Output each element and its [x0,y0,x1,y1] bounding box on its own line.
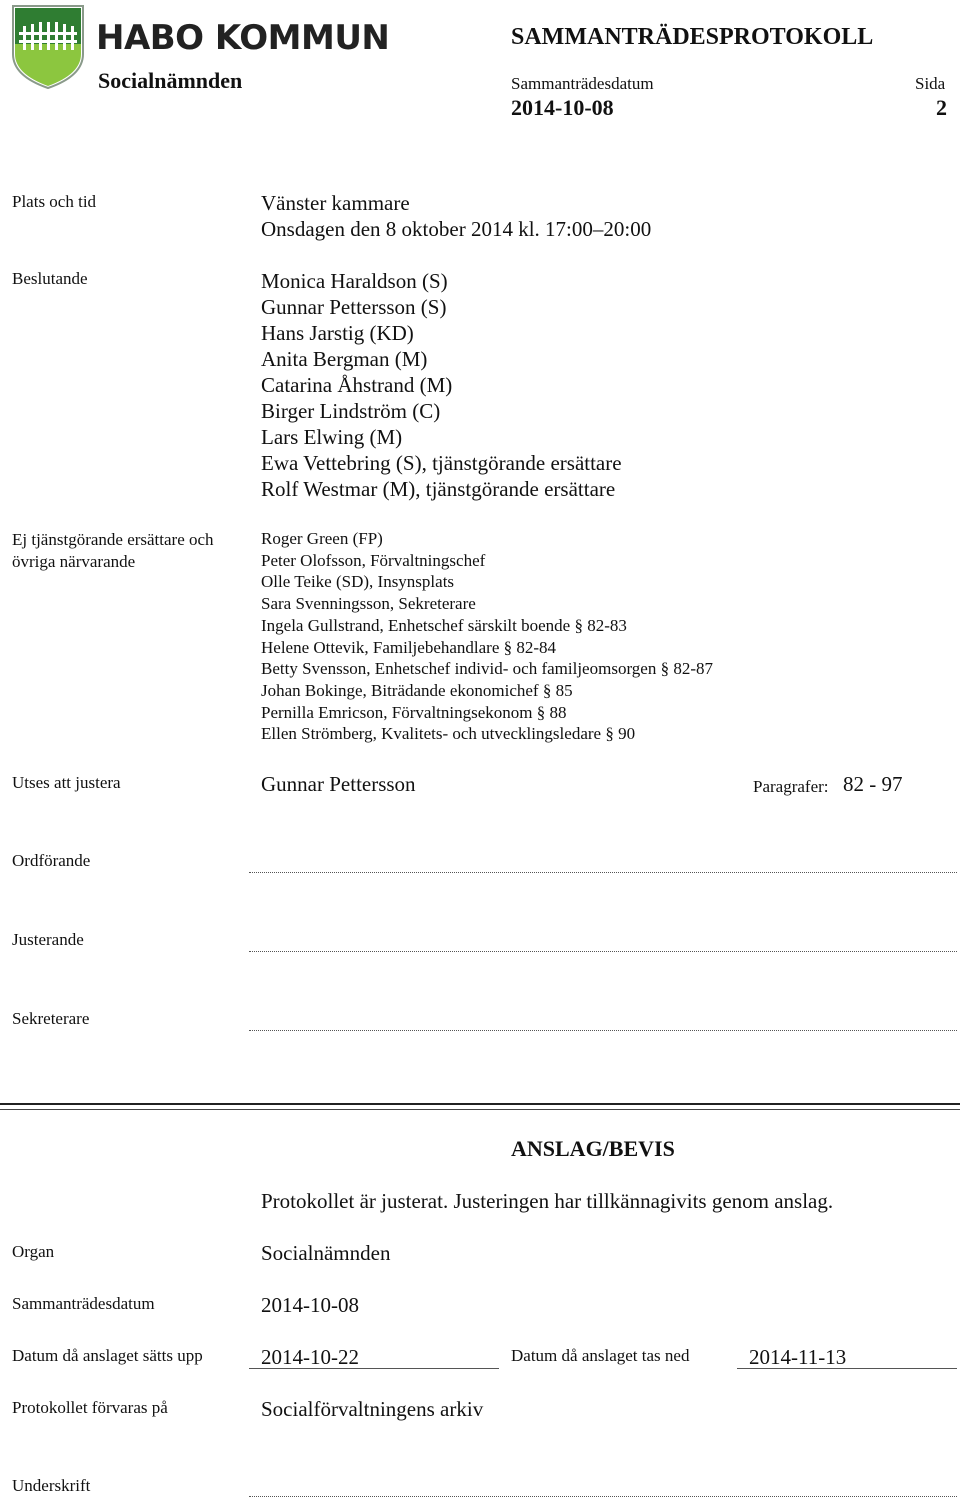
committee-name: Socialnämnden [98,68,243,93]
others-label [12,529,214,573]
paragraphs-label: Paragrafer: [753,777,829,796]
notice-statement: Protokollet är justerat. Justeringen har tillkännagivits genom anslag. [261,1189,834,1213]
organ-label: Organ [12,1242,55,1261]
chair-label: Ordförande [12,851,91,870]
adjuster-value: Gunnar Pettersson [261,772,416,796]
secretary-signature-line[interactable] [249,1030,957,1031]
others-label-line: övriga närvarande [12,552,136,571]
list-item: Ellen Strömberg, Kvalitets- och utvecklingsledare § 90 [261,724,636,744]
notice-date-value: 2014-10-08 [261,1293,359,1317]
habo-kommun-logo-icon [11,4,85,90]
list-item: Betty Svensson, Enhetschef individ- och familjeomsorgen § 82-87 [261,659,714,679]
adjusting-label: Justerande [12,930,84,949]
list-item: Anita Bergman (M) [261,347,428,371]
removed-date-label: Datum då anslaget tas ned [511,1346,690,1365]
place-value: Vänster kammare [261,191,410,215]
list-item: Hans Jarstig (KD) [261,321,414,345]
header-date-label: Sammanträdesdatum [511,74,654,93]
list-item: Ewa Vettebring (S), tjänstgörande ersättare [261,451,622,475]
list-item: Catarina Åhstrand (M) [261,373,453,397]
secretary-label: Sekreterare [12,1009,90,1028]
posted-date-underline [249,1368,499,1369]
list-item: Rolf Westmar (M), tjänstgörande ersättare [261,477,616,501]
adjuster-label: Utses att justera [12,773,121,792]
place-time-label: Plats och tid [12,192,97,211]
list-item: Peter Olofsson, Förvaltningschef [261,550,486,570]
adjusting-signature-line[interactable] [249,951,957,952]
list-item: Monica Haraldson (S) [261,269,448,293]
list-item: Helene Ottevik, Familjebehandlare § 82-84 [261,637,557,657]
archive-label: Protokollet förvaras på [12,1398,168,1417]
section-divider [0,1103,960,1105]
municipality-name: HABO KOMMUN [96,18,390,58]
header-page-label: Sida [915,74,946,93]
list-item: Olle Teike (SD), Insynsplats [261,572,455,592]
organ-value: Socialnämnden [261,1241,391,1265]
signature-label: Underskrift [12,1476,91,1495]
list-item: Birger Lindström (C) [261,399,441,423]
header-page-value: 2 [936,95,947,120]
list-item: Sara Svenningsson, Sekreterare [261,594,476,614]
removed-date-underline [737,1368,957,1369]
section-divider-thin [0,1109,960,1110]
chair-signature-line[interactable] [249,872,957,873]
list-item: Ingela Gullstrand, Enhetschef särskilt boende § 82-83 [261,615,627,635]
time-value: Onsdagen den 8 oktober 2014 kl. 17:00–20:00 [261,217,652,241]
deciding-label: Beslutande [12,269,88,288]
document-type: SAMMANTRÄDESPROTOKOLL [511,24,874,50]
notice-date-label: Sammanträdesdatum [12,1294,155,1313]
posted-date-label: Datum då anslaget sätts upp [12,1346,203,1365]
list-item: Gunnar Pettersson (S) [261,295,447,319]
removed-date-value: 2014-11-13 [749,1345,847,1369]
deciding-list [261,268,622,502]
paragraphs-value: 82 - 97 [843,772,903,796]
list-item: Johan Bokinge, Biträdande ekonomichef § 85 [261,680,573,700]
notice-signature-line[interactable] [249,1496,957,1497]
notice-title: ANSLAG/BEVIS [511,1136,675,1161]
list-item: Pernilla Emricson, Förvaltningsekonom § 88 [261,702,567,722]
others-label-line: Ej tjänstgörande ersättare och [12,530,214,549]
posted-date-value: 2014-10-22 [261,1345,359,1369]
list-item: Lars Elwing (M) [261,425,403,449]
header-date-value: 2014-10-08 [511,95,614,120]
archive-value: Socialförvaltningens arkiv [261,1397,484,1421]
others-list [261,528,713,745]
list-item: Roger Green (FP) [261,529,383,548]
